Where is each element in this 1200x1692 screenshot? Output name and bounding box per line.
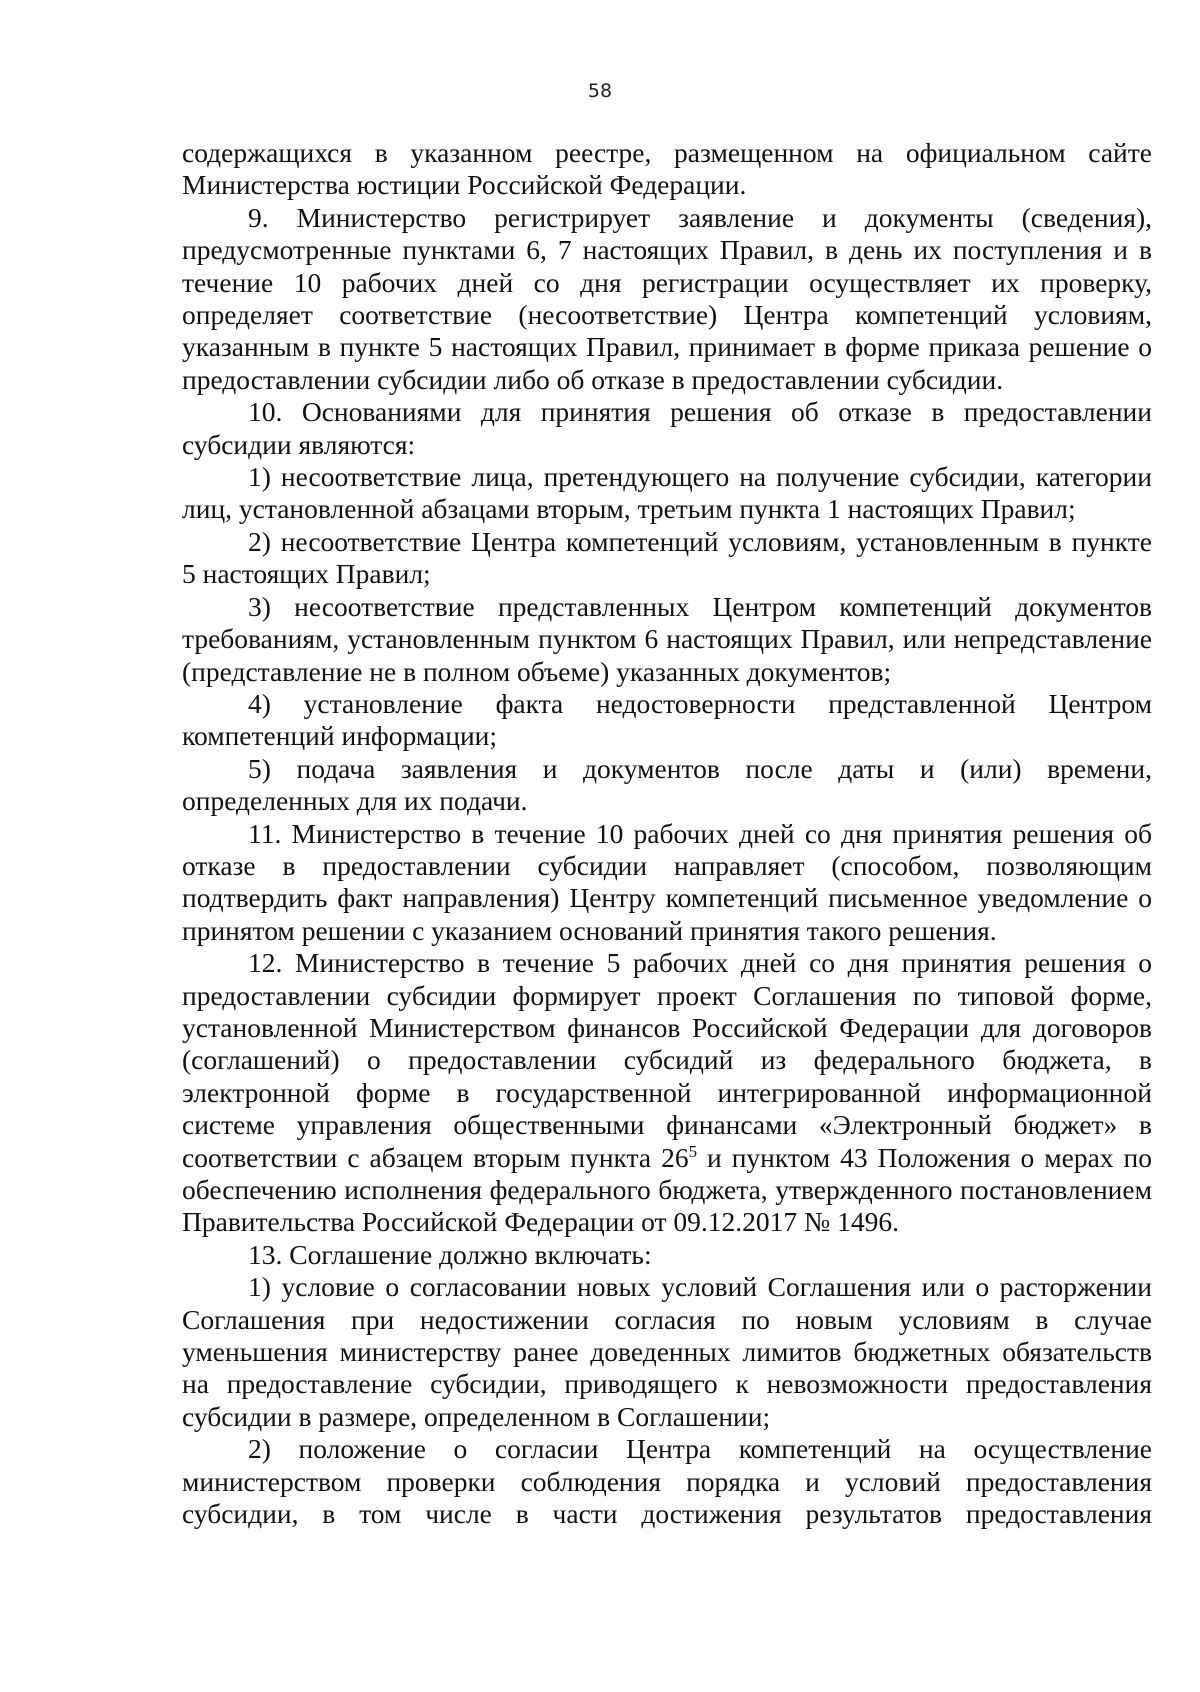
paragraph-11: 11. Министерство в течение 10 рабочих дней со дня принятия решения об отказе в предоставлении субсидии направляет (способом, позволяющим подтвердить факт направления) Центру компетенций письменное уведомление о принятом решении с указанием оснований принятия такого решения. [182,817,1152,946]
paragraph-13: 13. Соглашение должно включать: [248,1238,652,1270]
page-number: 58 [587,80,613,102]
paragraph-10-item-2: 2) несоответствие Центра компетенций условиям, установленным в пункте 5 настоящих Правил; [182,525,1152,590]
paragraph-10-item-3: 3) несоответствие представленных Центром компетенций документов требованиям, установленным пунктом 6 настоящих Правил, или непредставление (представление не в полном объеме) указанных документов; [182,590,1152,687]
paragraph-10-item-5: 5) подача заявления и документов после даты и (или) времени, определенных для их подачи. [182,752,1152,817]
paragraph-10-item-4: 4) установление факта недостоверности представленной Центром компетенций информации; [182,687,1152,752]
paragraph-continuation: содержащихся в указанном реестре, размещенном на официальном сайте Министерства юстиции Российской Федерации. [182,137,1152,201]
paragraph-10: 10. Основаниями для принятия решения об отказе в предоставлении субсидии являются: [182,396,1152,460]
paragraph-12-text-start: 12. Министерство в течение 5 рабочих дней со дня принятия решения о предоставлении субсидии формирует проект Соглашения по типовой форме, установленной Министерством финансов Российской Федерации для договоров (соглашений) о предоставлении субсидий из федерального бюджета, в электронной форме в государственной интегрированной информационной системе управления общественными финансами «Электронный бюджет» в соответствии с абзацем вторым пункта 26 [182,947,1152,1173]
paragraph-9: 9. Министерство регистрирует заявление и документы (сведения), предусмотренные пунктами 6, 7 настоящих Правил, в день их поступления и в течение 10 рабочих дней со дня регистрации осуществляет их проверку, определяет соответствие (несоответствие) Центра компетенций условиям, указанным в пункте 5 настоящих Правил, принимает в форме приказа решение о предоставлении субсидии либо об отказе в предоставлении субсидии. [182,201,1152,395]
paragraph-13-item-1: 1) условие о согласовании новых условий Соглашения или о расторжении Соглашения при недостижении согласия по новым условиям в случае уменьшения министерству ранее доведенных лимитов бюджетных обязательств на предоставление субсидии, приводящего к невозможности предоставления субсидии в размере, определенном в Соглашении; [182,1271,1152,1432]
paragraph-10-item-1: 1) несоответствие лица, претендующего на получение субсидии, категории лиц, установленной абзацами вторым, третьим пункта 1 настоящих Правил; [182,461,1152,525]
paragraph-13-item-2: 2) положение о согласии Центра компетенций на осуществление министерством проверки соблюдения порядка и условий предоставления субсидии, в том числе в части достижения результатов предоставления [182,1433,1152,1530]
paragraph-12-text-end: и пунктом 43 Положения о мерах по обеспечению исполнения федерального бюджета, утвержденного постановлением Правительства Российской Федерации от 09.12.2017 № 1496. [182,1141,1152,1238]
paragraph-12-superscript: 5 [688,1141,698,1161]
paragraph-12 [182,947,1152,1239]
document-body [182,137,1152,1530]
